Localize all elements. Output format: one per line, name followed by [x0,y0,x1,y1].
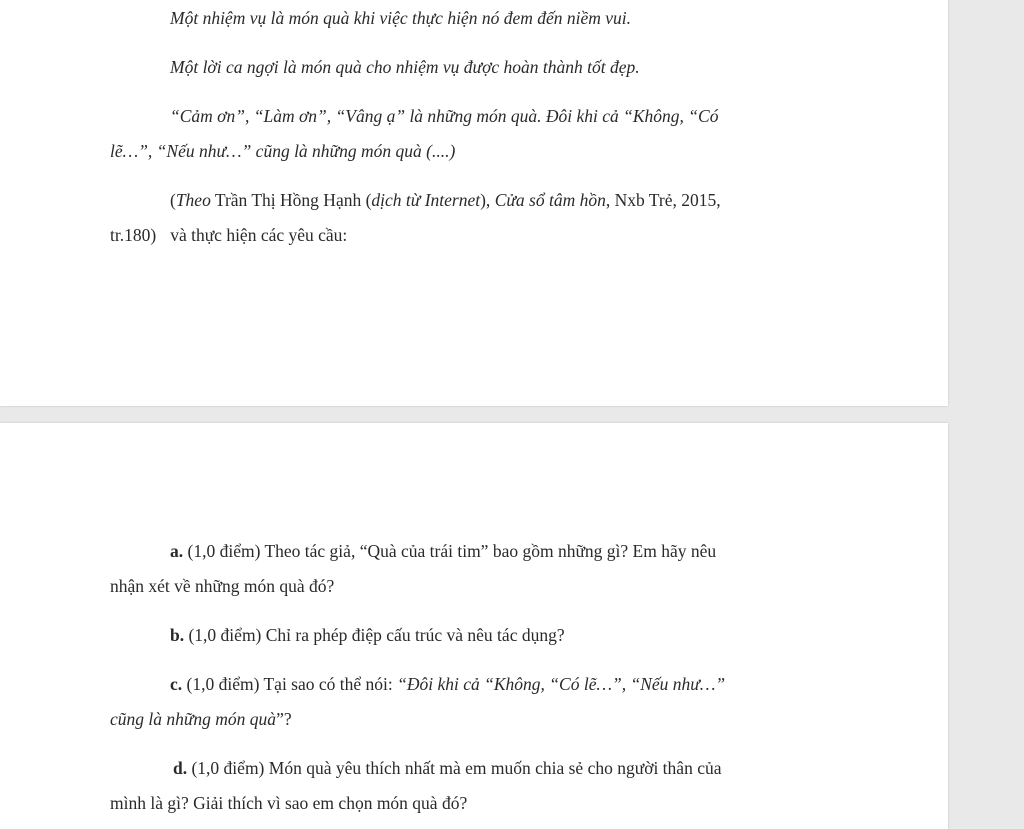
question-c-close: ”? [276,709,292,729]
question-d-line-1 [173,757,721,779]
question-c-label: c. [170,674,183,694]
question-c-quote-end: cũng là những món quà [110,709,277,729]
question-d-line-2: mình là gì? Giải thích vì sao em chọn món quà đó? [110,793,468,813]
question-a-line-2: nhận xét về những món quà đó? [110,576,335,596]
source-citation-line-1 [170,189,721,211]
passage-line-1: Một nhiệm vụ là món quà khi việc thực hiện nó đem đến niềm vui. [170,8,632,28]
question-d-text: (1,0 điểm) Món quà yêu thích nhất mà em muốn chia sẻ cho người thân của [187,758,722,778]
question-d-label: d. [173,758,188,778]
question-c-line-1 [170,673,725,695]
source-publisher: , Nxb Trẻ, 2015, [605,190,721,210]
source-close-comma: ), [480,190,495,210]
document-page-1 [0,0,948,406]
question-a-text: (1,0 điểm) Theo tác giả, “Quà của trái tim” bao gồm những gì? Em hãy nêu [183,541,717,561]
question-c-line-2 [110,708,292,730]
source-citation-line-2 [110,224,347,246]
question-b-label: b. [170,625,185,645]
document-page-2 [0,423,948,829]
source-theo: Theo [175,190,211,210]
question-b-line-1 [170,624,565,646]
question-c-text: (1,0 điểm) Tại sao có thể nói: [182,674,398,694]
source-author: Trần Thị Hồng Hạnh ( [210,190,372,210]
source-open-paren: ( [170,190,176,210]
source-translated: dịch từ Internet [371,190,481,210]
source-book-title: Cửa sổ tâm hồn [494,190,606,210]
passage-line-4: lẽ…”, “Nếu như…” cũng là những món quà (....) [110,141,456,161]
source-page-ref: tr.180) [110,225,157,245]
question-a-label: a. [170,541,184,561]
question-b-text: (1,0 điểm) Chỉ ra phép điệp cấu trúc và nêu tác dụng? [184,625,565,645]
question-c-quote: “Đôi khi cả “Không, “Có lẽ…”, “Nếu như…” [397,674,726,694]
question-a-line-1 [170,540,716,562]
passage-line-2: Một lời ca ngợi là món quà cho nhiệm vụ được hoàn thành tốt đẹp. [170,57,640,77]
source-instruction: và thực hiện các yêu cầu: [170,225,348,245]
passage-line-3: “Cảm ơn”, “Làm ơn”, “Vâng ạ” là những món quà. Đôi khi cả “Không, “Có [170,106,719,126]
